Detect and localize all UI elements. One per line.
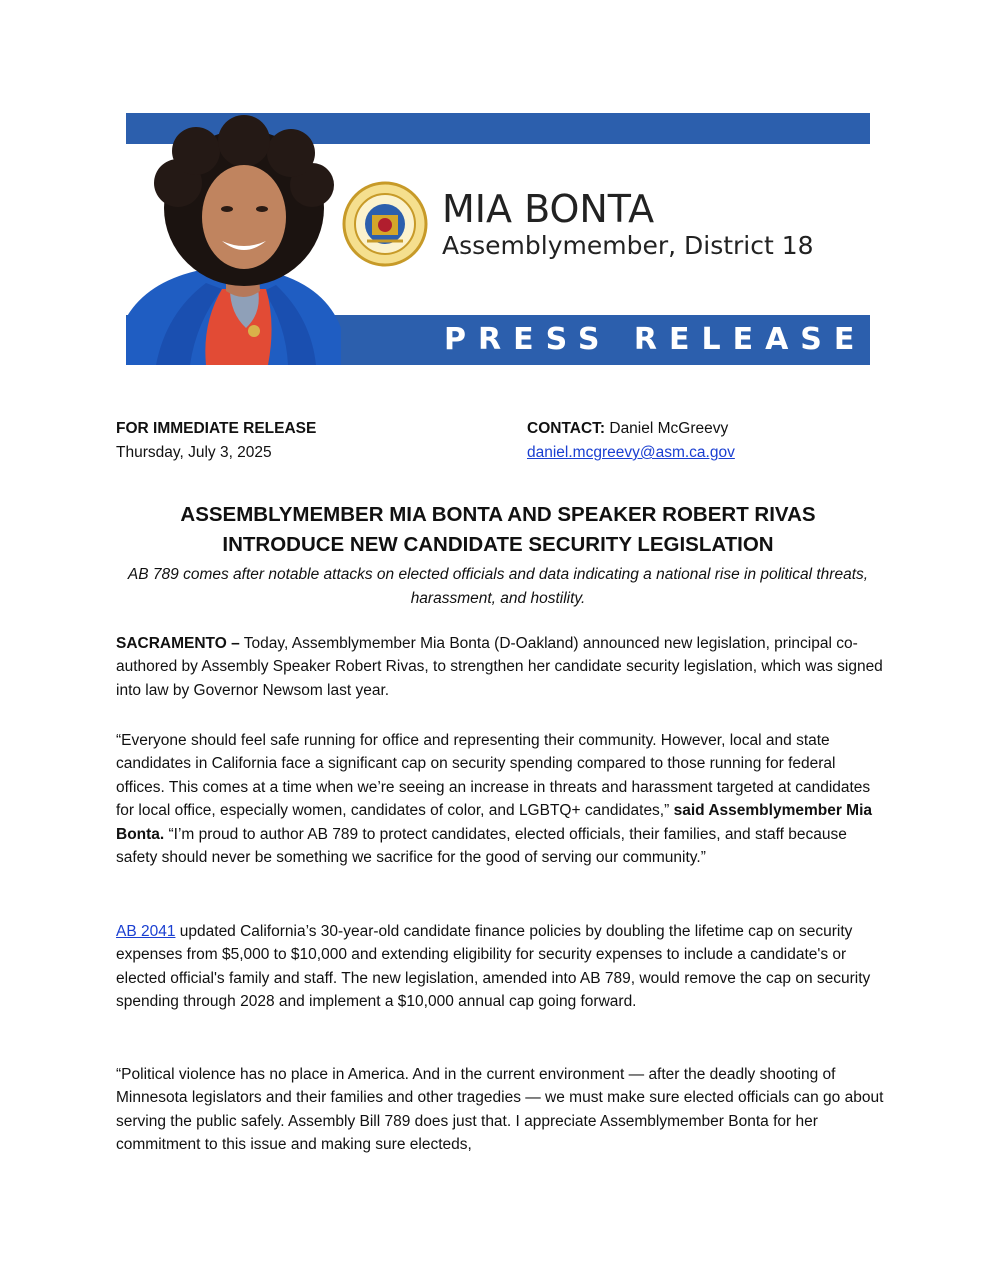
dateline: SACRAMENTO –	[116, 635, 240, 652]
contact-name: Daniel McGreevy	[605, 420, 729, 437]
paragraph-2	[116, 729, 888, 869]
release-label: FOR IMMEDIATE RELEASE	[116, 420, 317, 437]
state-assembly-seal-icon	[342, 181, 428, 267]
portrait-photo	[126, 113, 341, 365]
contact-label: CONTACT:	[527, 420, 606, 437]
headline-line-1: ASSEMBLYMEMBER MIA BONTA AND SPEAKER ROBERT RIVAS	[180, 503, 816, 526]
release-date: Thursday, July 3, 2025	[116, 444, 272, 461]
release-info	[116, 417, 316, 465]
quote-start: “Everyone should feel safe running for office and representing their community. However, local and state candidates in California face a significant cap on security spending compared to those running for federal offices. This comes at a time when we’re seeing an increase in threats and harassment targeted at candidates for local office, especially women, candidates of color, and LGBTQ+ candidates,”	[116, 732, 871, 820]
quote-end: “I’m proud to author AB 789 to protect candidates, elected officials, their families, and staff because safety should never be something we sacrifice for the good of serving our community.”	[116, 825, 847, 867]
headline-line-2: INTRODUCE NEW CANDIDATE SECURITY LEGISLATION	[222, 533, 774, 556]
paragraph-1-text: Today, Assemblymember Mia Bonta (D-Oakland) announced new legislation, principal co-authored by Assembly Speaker Robert Rivas, to strengthen her candidate security legislation, which was signed into law by Governor Newsom last year.	[116, 635, 883, 699]
contact-info	[527, 417, 735, 465]
contact-email-link[interactable]: daniel.mcgreevy@asm.ca.gov	[527, 444, 735, 461]
assemblymember-name: MIA BONTA	[442, 187, 655, 231]
ab-2041-link[interactable]: AB 2041	[116, 923, 176, 940]
paragraph-4-text: “Political violence has no place in America. And in the current environment — after the deadly shooting of Minnesota legislators and their families and other tragedies — we must make sure elected officials can go about serving the public safely. Assembly Bill 789 does just that. I appreciate Assemblymember Bonta for her commitment to this issue and making sure electeds,	[116, 1066, 884, 1154]
headline	[116, 500, 880, 560]
press-release-banner	[126, 113, 870, 365]
contact-line	[527, 417, 735, 441]
assemblymember-title: Assemblymember, District 18	[442, 231, 814, 260]
quote-attribution: said Assemblymember Mia Bonta.	[116, 802, 873, 843]
press-release-label: PRESS RELEASE	[444, 322, 867, 357]
subheading: AB 789 comes after notable attacks on elected officials and data indicating a national rise in political threats, harassment, and hostility.	[127, 566, 869, 607]
paragraph-1	[116, 632, 888, 702]
paragraph-4	[116, 1063, 888, 1157]
paragraph-3	[116, 920, 888, 1014]
paragraph-3-text: updated California’s 30-year-old candidate finance policies by doubling the lifetime cap on security expenses from $5,000 to $10,000 and extending eligibility for security expenses to include a candidate's or elected official's family and staff. The new legislation, amended into AB 789, would remove the cap on security spending through 2028 and implement a $10,000 annual cap going forward.	[116, 923, 871, 1011]
